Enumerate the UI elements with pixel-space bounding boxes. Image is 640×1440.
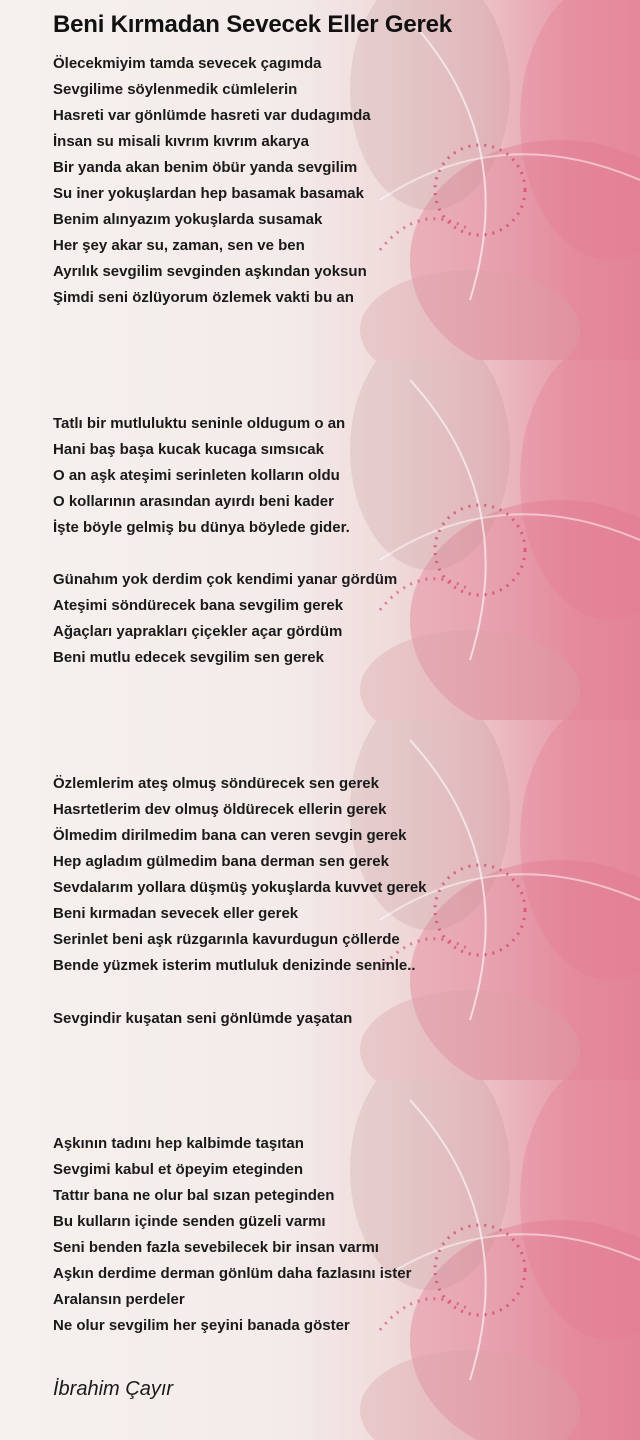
poem-line: Seni benden fazla sevebilecek bir insan varmı [53, 1239, 379, 1256]
poem-author: İbrahim Çayır [53, 1378, 174, 1400]
poem-title: Beni Kırmadan Sevecek Eller Gerek [53, 11, 452, 38]
poem-line: Su iner yokuşlardan hep basamak basamak [53, 185, 364, 202]
poem-line: Tattır bana ne olur bal sızan peteginden [53, 1187, 335, 1204]
poem-line: O kollarının arasından ayırdı beni kader [53, 493, 334, 510]
poem-line: Tatlı bir mutluluktu seninle oldugum o an [53, 415, 346, 432]
poem-line: Aşkın derdime derman gönlüm daha fazlasını ister [53, 1265, 412, 1282]
poem-line: Ne olur sevgilim her şeyini banada göster [53, 1317, 350, 1334]
poem-line: Bir yanda akan benim öbür yanda sevgilim [53, 159, 358, 176]
poem-line: Ayrılık sevgilim sevginden aşkından yoksun [53, 263, 367, 280]
poem-line: İnsan su misali kıvrım kıvrım akarya [53, 133, 309, 150]
poem-line: Aralansın perdeler [53, 1291, 185, 1308]
poem-line: Ölecekmiyim tamda sevecek çagımda [53, 55, 322, 72]
poem-line: İşte böyle gelmiş bu dünya böylede gider. [53, 519, 350, 536]
poem-line: Sevdalarım yollara düşmüş yokuşlarda kuvvet gerek [53, 879, 427, 896]
poem-line: O an aşk ateşimi serinleten kolların oldu [53, 467, 340, 484]
poem-line: Özlemlerim ateş olmuş söndürecek sen gerek [53, 775, 379, 792]
stanza-3 [53, 567, 397, 671]
poem-line: Ölmedim dirilmedim bana can veren sevgin gerek [53, 827, 407, 844]
poem-line: Serinlet beni aşk rüzgarınla kavurdugun çöllerde [53, 931, 400, 948]
poem-line: Şimdi seni özlüyorum özlemek vakti bu an [53, 289, 354, 306]
poem-line: Ateşimi söndürecek bana sevgilim gerek [53, 597, 344, 614]
poem-line: Hep agladım gülmedim bana derman sen gerek [53, 853, 389, 870]
stanza-1 [53, 51, 371, 311]
poem-line: Hasrtetlerim dev olmuş öldürecek ellerin gerek [53, 801, 387, 818]
poem-line: Sevgilime söylenmedik cümlelerin [53, 81, 298, 98]
poem-line: Beni kırmadan sevecek eller gerek [53, 905, 299, 922]
poem-line: Ağaçları yaprakları çiçekler açar gördüm [53, 623, 343, 640]
poem-line: Hasreti var gönlümde hasreti var dudagımda [53, 107, 371, 124]
stanza-4 [53, 771, 427, 979]
poem-line: Benim alınyazım yokuşlarda susamak [53, 211, 323, 228]
poem-line: Beni mutlu edecek sevgilim sen gerek [53, 649, 324, 666]
poem-line: Aşkının tadını hep kalbimde taşıtan [53, 1135, 304, 1152]
poem-line: Her şey akar su, zaman, sen ve ben [53, 237, 305, 254]
stanza-2 [53, 411, 350, 541]
poem-line: Hani baş başa kucak kucaga sımsıcak [53, 441, 324, 458]
stanza-6 [53, 1131, 411, 1339]
poem-line: Bende yüzmek isterim mutluluk denizinde seninle.. [53, 957, 416, 974]
poem-line: Günahım yok derdim çok kendimi yanar gördüm [53, 571, 398, 588]
poem-line: Sevgimi kabul et öpeyim eteginden [53, 1161, 304, 1178]
poem-line: Sevgindir kuşatan seni gönlümde yaşatan [53, 1010, 353, 1027]
stanza-5 [53, 1006, 352, 1032]
poem-line: Bu kulların içinde senden güzeli varmı [53, 1213, 326, 1230]
